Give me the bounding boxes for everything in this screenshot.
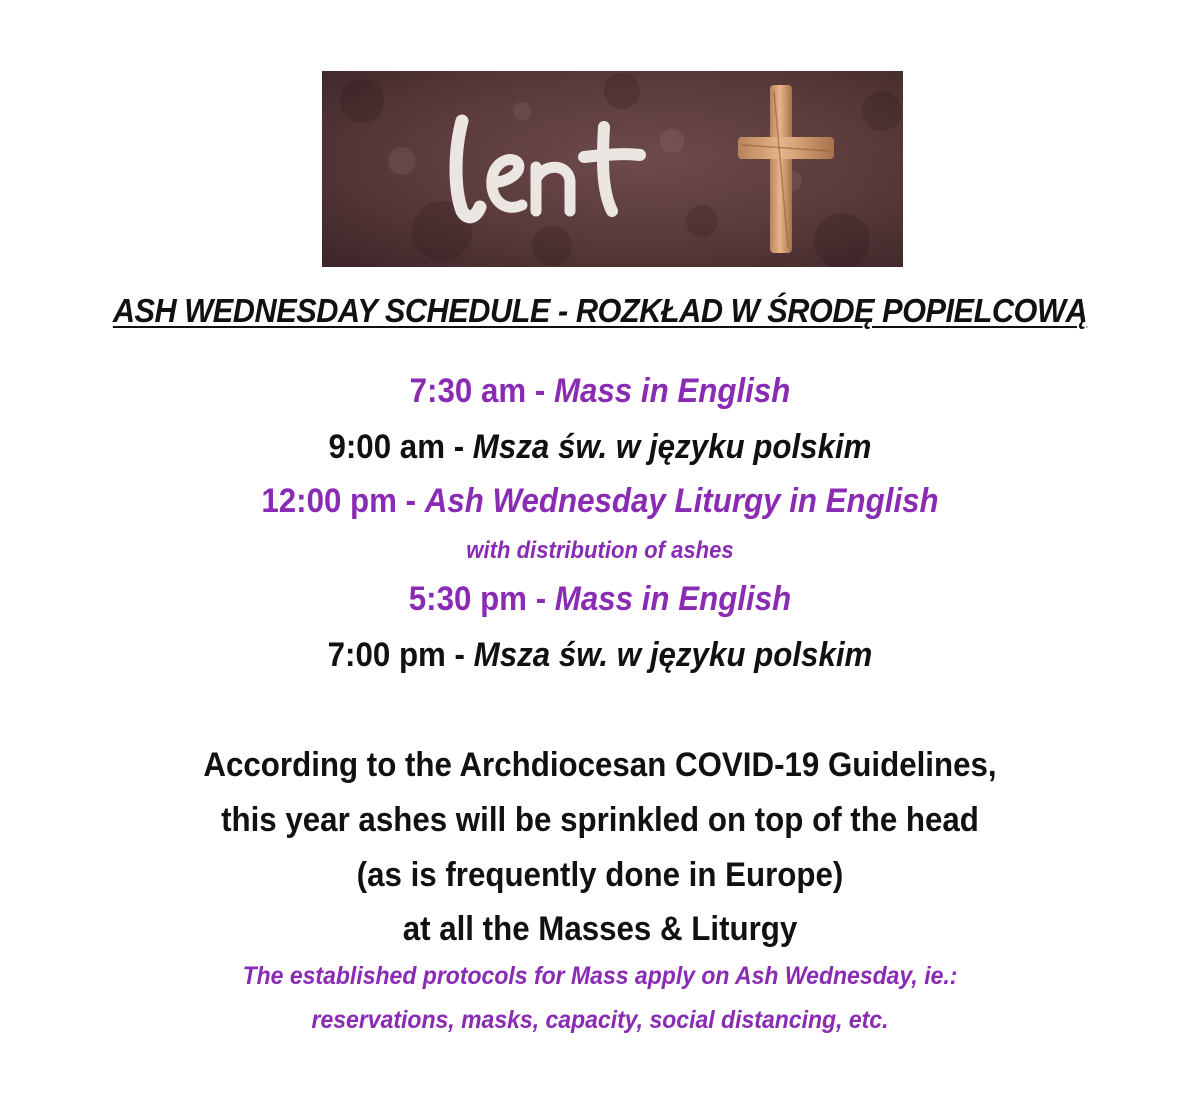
schedule-line-3 [48,482,1152,521]
protocol-line-1: The established protocols for Mass apply on Ash Wednesday, ie.: [242,962,958,990]
schedule-separator: - [445,636,474,674]
schedule-line-4 [48,580,1152,619]
schedule-description: Msza św. w języku polskim [472,428,872,466]
protocol-line-2: reservations, masks, capacity, social distancing, etc. [311,1006,889,1034]
schedule-time: 12:00 pm [261,482,397,520]
schedule-separator: - [527,580,555,618]
schedule-time: 7:30 am [409,372,527,410]
schedule-description: Mass in English [554,580,792,618]
schedule-description: Mass in English [553,372,791,410]
schedule-line-5 [48,636,1152,675]
schedule-note: with distribution of ashes [466,537,734,564]
notice-line-4: at all the Masses & Liturgy [402,910,798,948]
lent-banner [322,71,903,267]
lent-banner-art [322,71,903,267]
schedule-line-1 [48,372,1152,411]
schedule-separator: - [526,372,554,410]
schedule-time: 9:00 am [328,428,446,466]
notice-line-2: this year ashes will be sprinkled on top of the head [221,801,979,839]
notice-line-3: (as is frequently done in Europe) [356,856,844,894]
schedule-time: 7:00 pm [327,636,446,674]
schedule-time: 5:30 pm [408,580,528,618]
schedule-description: Ash Wednesday Liturgy in English [424,482,939,520]
schedule-separator: - [396,482,425,520]
schedule-heading: ASH WEDNESDAY SCHEDULE - ROZKŁAD W ŚRODĘ POPIELCOWĄ [112,292,1088,329]
notice-line-1: According to the Archdiocesan COVID-19 Guidelines, [203,746,997,784]
schedule-line-2 [48,428,1152,467]
schedule-separator: - [445,428,473,466]
schedule-description: Msza św. w języku polskim [473,636,873,674]
